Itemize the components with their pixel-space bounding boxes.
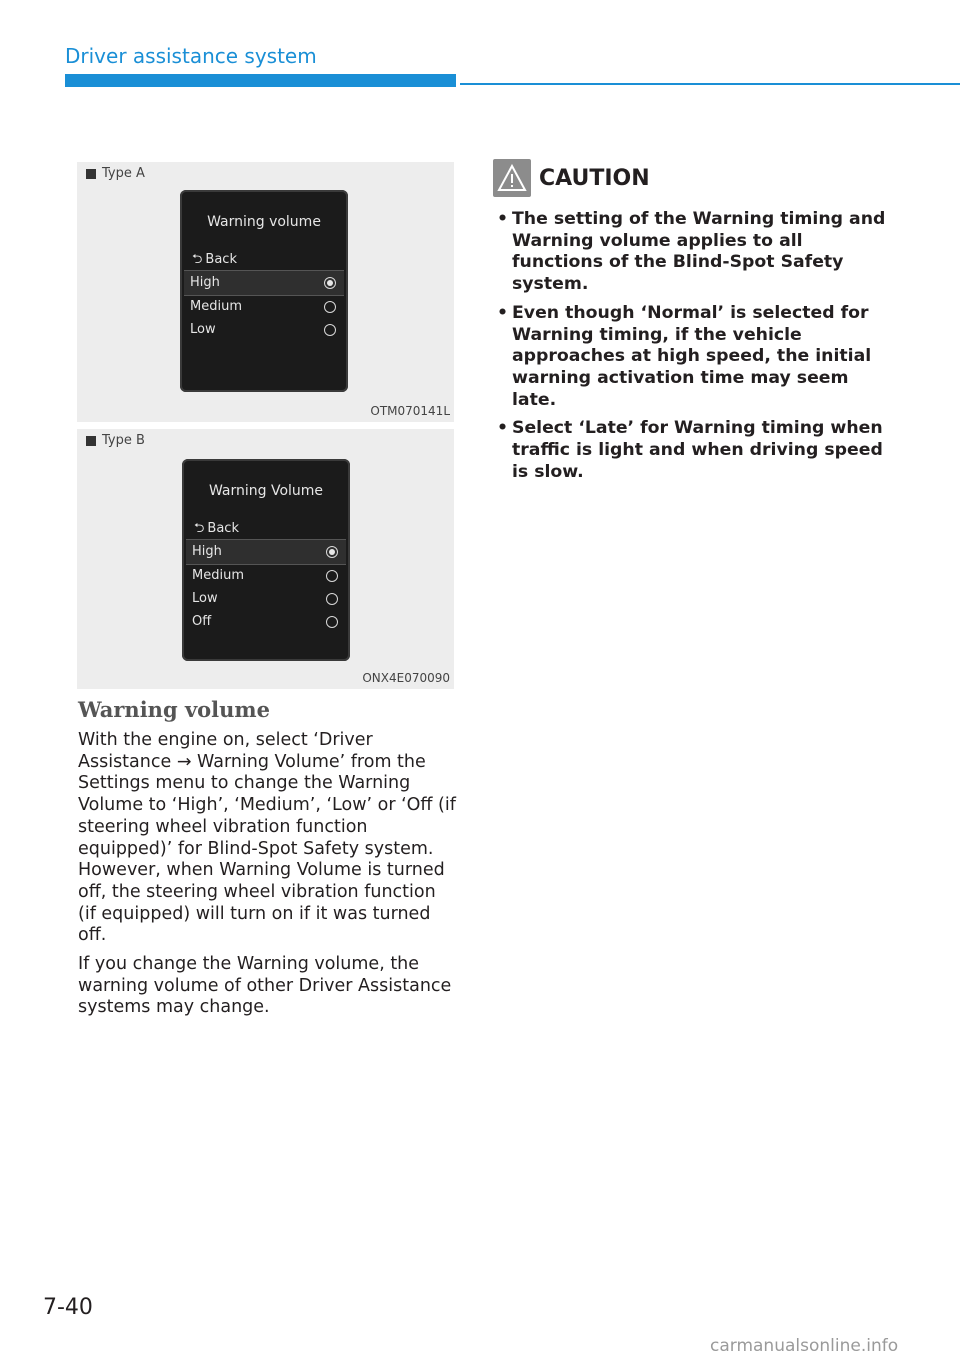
radio-selected-icon	[324, 277, 336, 289]
option-label: Low	[192, 591, 218, 606]
radio-empty-icon	[326, 616, 338, 628]
caution-item: • Select ‘Late’ for Warning timing when traffic is light and when driving speed is slow.	[496, 418, 886, 483]
screen-back-item	[194, 519, 239, 541]
option-label: Off	[192, 614, 212, 629]
figure-type-b	[77, 429, 454, 689]
screen-option-medium	[186, 564, 346, 588]
back-arrow-icon: ⮌	[194, 521, 205, 536]
radio-empty-icon	[326, 593, 338, 605]
figure-type-label	[86, 433, 145, 448]
radio-empty-icon	[324, 301, 336, 313]
caution-title: CAUTION	[539, 165, 650, 191]
caution-item: • Even though ‘Normal’ is selected for Warning timing, if the vehicle approaches at high speed, the initial warning activation time may seem late.	[496, 303, 886, 412]
body-paragraph: With the engine on, select ‘Driver Assistance → Warning Volume’ from the Settings menu to change the Warning Volume to ‘High’, ‘Medium’, ‘Low’ or ‘Off (if steering wheel vibration function equipped)’ for Blind-Spot Safety system. However, when Warning Volume is turned off, the steering wheel vibration function (if equipped) will turn on if it was turned off.	[78, 730, 456, 946]
figure-type-a	[77, 162, 454, 422]
screen-option-medium	[184, 295, 344, 319]
screen-option-low	[186, 587, 346, 611]
screen-option-low	[184, 318, 344, 342]
section-heading: Warning volume	[78, 697, 270, 722]
screen-option-off	[186, 610, 346, 634]
warning-triangle-icon	[493, 159, 531, 197]
figure-code: ONX4E070090	[362, 671, 450, 685]
radio-selected-icon	[326, 546, 338, 558]
back-label: Back	[207, 521, 239, 536]
header-title: Driver assistance system	[65, 44, 317, 68]
option-label: Medium	[190, 299, 242, 314]
square-bullet-icon	[86, 169, 96, 179]
watermark: carmanualsonline.info	[710, 1336, 899, 1356]
cluster-screen	[180, 190, 348, 392]
caution-list	[496, 209, 886, 490]
screen-option-high	[184, 270, 344, 296]
option-label: High	[190, 275, 220, 290]
back-label: Back	[205, 252, 237, 267]
figure-type-label	[86, 166, 145, 181]
figure-code: OTM070141L	[370, 404, 450, 418]
back-arrow-icon: ⮌	[192, 252, 203, 267]
screen-title: Warning Volume	[208, 483, 324, 499]
figure-type-text: Type A	[102, 166, 145, 181]
radio-empty-icon	[324, 324, 336, 336]
header-bar-thin	[460, 83, 960, 85]
option-label: High	[192, 544, 222, 559]
body-paragraph: If you change the Warning volume, the warning volume of other Driver Assistance systems may change.	[78, 954, 452, 1018]
option-label: Low	[190, 322, 216, 337]
figure-type-text: Type B	[102, 433, 145, 448]
screen-title: Warning volume	[207, 214, 321, 230]
screen-option-high	[186, 539, 346, 565]
radio-empty-icon	[326, 570, 338, 582]
caution-item: • The setting of the Warning timing and Warning volume applies to all functions of the Blind-Spot Safety system.	[496, 209, 886, 296]
option-label: Medium	[192, 568, 244, 583]
page-number: 7-40	[43, 1295, 93, 1320]
square-bullet-icon	[86, 436, 96, 446]
screen-back-item	[192, 250, 237, 272]
caution-header	[493, 159, 650, 197]
cluster-screen	[182, 459, 350, 661]
header-bar-thick	[65, 74, 456, 87]
